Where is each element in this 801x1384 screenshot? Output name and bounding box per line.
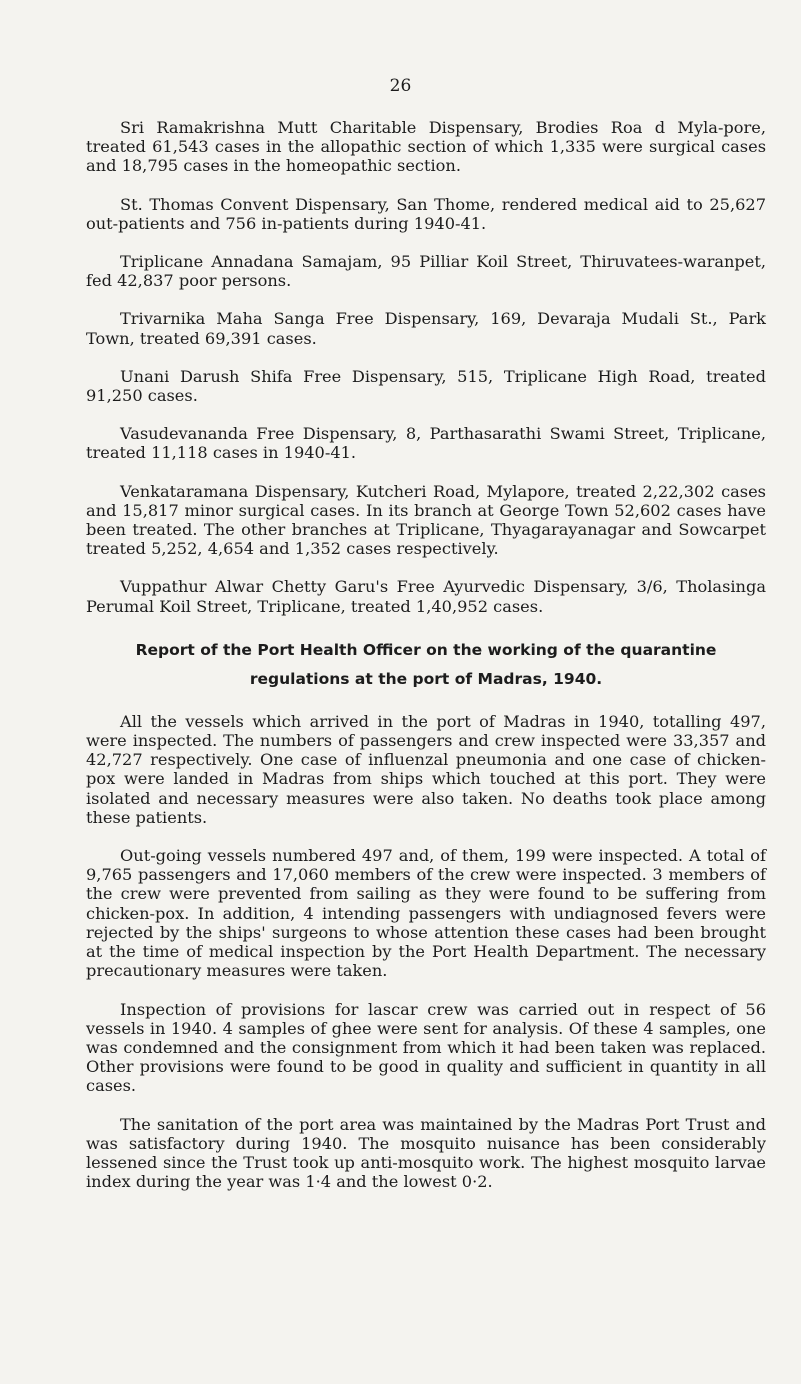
paragraph-st-thomas-convent: St. Thomas Convent Dispensary, San Thome, rendered medical aid to 25,627 out-patients and 756 in-patients during 1940-41.: [86, 194, 766, 233]
paragraph-outgoing-vessels: Out-going vessels numbered 497 and, of them, 199 were inspected. A total of 9,765 passengers and 17,060 members of the crew were inspected. 3 members of the crew were prevented from sailing as they were found to be suffering from chicken-pox. In addition, 4 intending passengers with undiagnosed fevers were rejected by the ships' surgeons to whose attention these cases had been brought at the time of medical inspection by the Port Health Department. The necessary precautionary measures were taken.: [86, 846, 766, 981]
paragraph-trivarnika: Trivarnika Maha Sanga Free Dispensary, 169, Devaraja Mudali St., Park Town, treated 69,391 cases.: [86, 309, 766, 348]
section-heading: Report of the Port Health Officer on the working of the quarantine regulations at the port of Madras, 1940.: [135, 640, 717, 688]
paragraph-ramakrishna-mutt: Sri Ramakrishna Mutt Charitable Dispensary, Brodies Roa d Myla-pore, treated 61,543 cases in the allopathic section of which 1,335 were surgical cases and 18,795 cases in the homeopathic section.: [86, 118, 766, 176]
paragraph-vasudevananda: Vasudevananda Free Dispensary, 8, Parthasarathi Swami Street, Triplicane, treated 11,118 cases in 1940-41.: [86, 424, 766, 463]
paragraph-venkataramana: Venkataramana Dispensary, Kutcheri Road, Mylapore, treated 2,22,302 cases and 15,817 minor surgical cases. In its branch at George Town 52,602 cases have been treated. The other branches at Triplicane, Thyagarayanagar and Sowcarpet treated 5,252, 4,654 and 1,352 cases respectively.: [86, 481, 766, 559]
paragraph-unani-darush-shifa: Unani Darush Shifa Free Dispensary, 515, Triplicane High Road, treated 91,250 cases.: [86, 366, 766, 406]
paragraph-provisions-inspection: Inspection of provisions for lascar crew was carried out in respect of 56 vessels in 1940. 4 samples of ghee were sent for analysis. Of these 4 samples, one was condemned and the consignment from which it had been taken was replaced. Other provisions were found to be good in quality and sufficient in quantity in all cases.: [86, 999, 766, 1096]
paragraph-port-sanitation: The sanitation of the port area was maintained by the Madras Port Trust and was satisfactory during 1940. The mosquito nuisance has been considerably lessened since the Trust took up anti-mosquito work. The highest mosquito larvae index during the year was 1·4 and the lowest 0·2.: [86, 1114, 766, 1192]
document-body: [86, 118, 766, 1191]
paragraph-annadana-samajam: Triplicane Annadana Samajam, 95 Pilliar Koil Street, Thiruvatees-waranpet, fed 42,837 poor persons.: [86, 252, 766, 291]
paragraph-arrived-vessels: All the vessels which arrived in the port of Madras in 1940, totalling 497, were inspected. The numbers of passengers and crew inspected were 33,357 and 42,727 respectively. One case of influenzal pneumonia and one case of chicken-pox were landed in Madras from ships which touched at this port. They were isolated and necessary measures were also taken. No deaths took place among these patients.: [86, 711, 766, 827]
paragraph-vuppathur-alwar: Vuppathur Alwar Chetty Garu's Free Ayurvedic Dispensary, 3/6, Tholasinga Perumal Koil Street, Triplicane, treated 1,40,952 cases.: [86, 577, 766, 616]
page-number: 26: [389, 76, 412, 96]
